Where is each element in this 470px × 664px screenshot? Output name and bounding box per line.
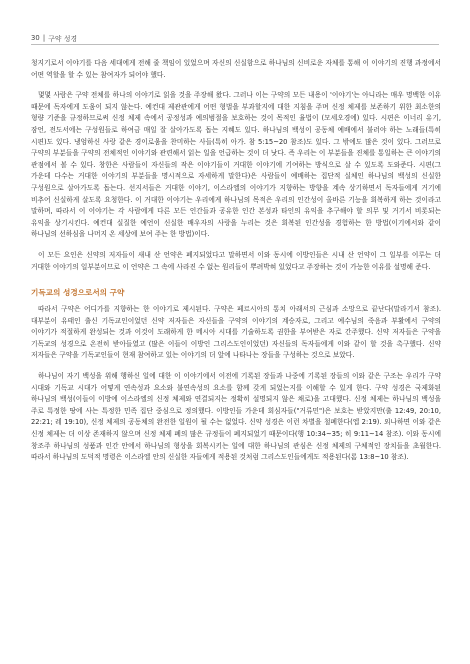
- paragraph-intro-2: 몇몇 사람은 구약 전체를 하나의 이야기로 읽을 것을 주장해 왔다. 그러나 이는 구약의 모든 내용이 '이야기'는 아니라는 매우 명백한 이유 때문에 독자에게 도움이 되지 않는다. 예컨대 제관관에게 어떤 형벌을 부과할지에 대한 지침을 주며 신정 체제를 보존하기 위한 최소한의 형량 기준을 규정하므로써 신정 체제 속에서 공정성과 예의범절을 보호하는 것이 목적인 율법이 (모세오경에) 있다. 시편은 이너리 유기, 잠언, 전도서에는 구성원들로 하여금 매일 잘 살아가도록 돕는 지혜도 있다. 하나님의 백성이 공동체 예배에서 불러야 하는 노래들(특히 시편)도 있다. 냉엄하신 사랑 같은 경이로움을 찬미하는 사들(특히 아가. 참 5:15~20 참조)도 있다. 그 밖에도 많은 것이 있다. 그러므로 구약의 부분들을 구약의 전체적인 이야기와 관련해서 읽는 일을 언급하는 것이 더 낫다. 즉 우리는 이 부분들을 진체를 통일하는 큰 이야기의 관점에서 볼 수 있다. 창한은 사람들이 자신들의 작은 이야기들이 거대한 이야기에 기여하는 방식으로 살 수 있도록 도와준다. 시편(그 가운데 다수는 거대한 이야기의 부분들을 명시적으로 자세하게 말한다)은 사람들이 예배하는 집단적 실체인 하나님의 백성의 신실한 구성원으로 살아가도록 돕는다. 선지서들은 거대한 이야기, 이스라엘의 이야기가 지향하는 방향을 계속 상기하면서 독자들에게 거기에 비추어 신실하게 살도록 요청한다. 이 거대한 이야기는 우리에게 하나님의 목적은 우리의 인간성이 올바른 기능을 회복하게 하는 것이라고 말하며, 따라서 이 이야기는 각 사람에게 다른 모든 인간들과 공유한 인간 본성과 타인의 유익을 추구해야 할 의무 및 거기서 비롯되는 유익을 상기시킨다. 예컨대 실질한 예언이 신실한 배우자의 사랑을 누리는 것은 회복된 인간성을 경험하는 한 방법(이기에서와 같이 하나님의 선하심을 나머지 온 세상에 보여 주는 한 방법)이다.: [31, 91, 441, 239]
- paragraph-intro-1: 청지기로서 이야기를 다음 세대에게 전해 줄 책임이 있었으며 자신의 신실함으로 하나님의 신비로운 자체를 통해 이 이야기의 진행 과정에서 어떤 역할을 할 수 있는 참여자가 되어야 했다.: [31, 59, 441, 79]
- running-header: [31, 33, 77, 43]
- paragraph-section-2: 하나님이 자기 백성을 위해 행하신 일에 대한 이 이야기에서 이전에 기록된 장들과 나중에 기록된 장들의 이와 같은 구조는 우리가 구약 시대와 기독교 시대가 어떻게 연속성과 요소와 불연속성의 요소를 함께 갖게 되었는지를 이해할 수 있게 한다. 구약 성경은 국제화된 하나님의 백성(이들이 이방에 이스라엘의 신정 체제와 연결되지는 정확히 설명되지 않은 채로)을 고대했다. 신정 체제는 하나님의 백성을 주로 특정한 땅에 사는 특정한 민족 집단 중심으로 정의했다. 이방인들 가운데 회심자들("거류민")은 보호는 받았지만(출 12:49, 20:10, 22:21; 레 19:10), 신정 체제의 공동체의 완전한 일원이 될 수는 없었다. 신약 성경은 이런 차별을 철폐한다(엡 2:19). 외나하면 이와 같은 신정 체제는 더 이상 존재하지 않으며 신정 체제 폐의 많은 규정들이 폐지되었기 때문이다(행 10:34~35; 히 9:11~14 참조). 이와 동시에 창조주 하나님의 성품과 인간 안에서 하나님의 형상을 회복시키는 일에 대한 하나님의 관심은 신정 체제의 구체적인 장치들을 초월한다. 따라서 하나님의 도덕적 명령은 이스라엘 안의 신실한 자들에게 적용된 것처럼 그리스도인들에게도 적용된다(롬 13:8~10 참조).: [31, 372, 441, 462]
- paragraph-intro-3: 이 모든 요인은 신약의 저자들이 새내 산 언약은 폐지되었다고 말하면서 이와 동시에 이방인들은 시내 산 언약이 그 일부를 이루는 더 거대한 이야기의 일부분이므로 이 언약은 그 속에 사라진 수 없는 원리들이 뿌려박혀 있었다고 주장하는 것이 가능한 이유를 설명해 준다.: [31, 250, 441, 271]
- paragraph-section-1: 따라서 구약은 어디가를 지향하는 한 이야기로 제시된다. 구약은 페르시아의 통치 아래서의 근심과 소망으로 끝난다(말라기서 참조). 대부분이 유태인 출신 기독교인이었던 신약 저자들은 자신들을 구약의 이야기의 계승자로, 그리고 예수님의 죽음과 부활에서 구약의 이야기가 적절하게 완성되는 것과 이것이 도래하게 한 메시아 시대를 기술하도록 권한을 부여받은 자로 간주했다. 신약 저자들은 구약을 기독교의 성경으로 온전히 받아들였고 (많은 이들이 이방인 그리스도인이었던) 자신들의 독자들에게 이와 같이 할 것을 촉구했다. 신약 저자들은 구약을 기독교인들이 현재 참여하고 있는 이야기의 더 앞에 나타나는 장들을 구성하는 것으로 보았다.: [31, 305, 441, 360]
- body-text: [31, 58, 441, 473]
- header-separator: |: [42, 34, 46, 42]
- page-number: 30: [31, 34, 40, 42]
- section-heading: 기독교의 성경으로서의 구약: [31, 288, 125, 298]
- header-rule: [31, 44, 439, 45]
- book-title: 구약 성경: [48, 35, 78, 43]
